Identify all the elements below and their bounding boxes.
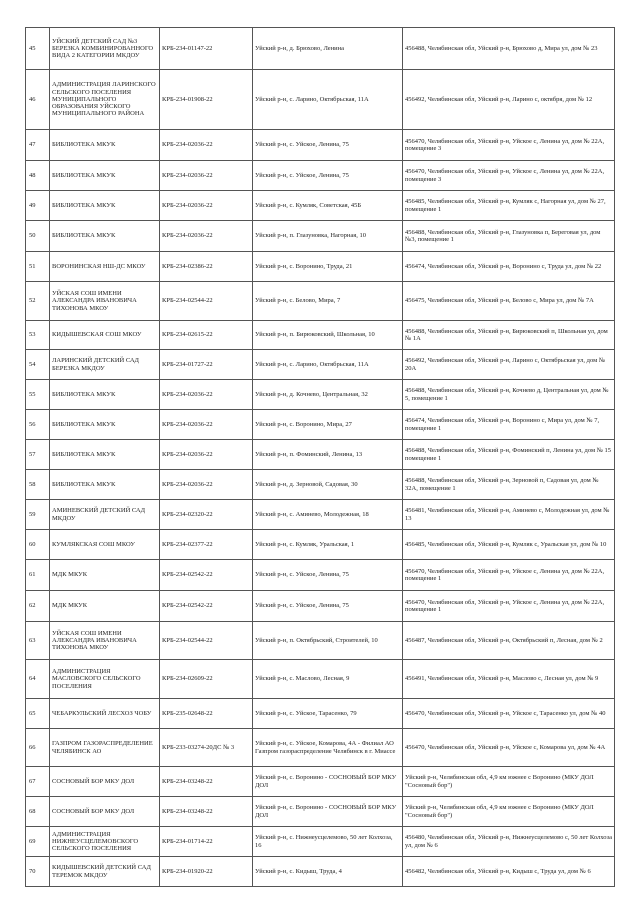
object-location: Уйский р-н, с. Кумляк, Уральская, 1 bbox=[253, 530, 403, 560]
organization-name: МДК МКУК bbox=[50, 560, 160, 591]
table-row bbox=[26, 560, 615, 591]
object-location: Уйский р-н, с. Воронино, Мира, 27 bbox=[253, 410, 403, 440]
object-location: Уйский р-н, п. Октябрьский, Строителей, 10 bbox=[253, 622, 403, 660]
organization-name: БИБЛИОТЕКА МКУК bbox=[50, 191, 160, 221]
table-row bbox=[26, 282, 615, 321]
organization-name: СОСНОВЫЙ БОР МКУ ДОЛ bbox=[50, 797, 160, 827]
organization-name: КУМЛЯКСКАЯ СОШ МКОУ bbox=[50, 530, 160, 560]
table-row bbox=[26, 161, 615, 191]
legal-address: 456470, Челябинская обл, Уйский р-н, Уйское с, Ленина ул, дом № 22А, помещение 3 bbox=[403, 161, 615, 191]
legal-address: 456480, Челябинская обл, Уйский р-н, Нижнеусцелемово с, 50 лет Колхоза ул, дом № 6 bbox=[403, 827, 615, 857]
organization-name: БИБЛИОТЕКА МКУК bbox=[50, 410, 160, 440]
object-location: Уйский р-н, д. Кочнево, Центральная, 32 bbox=[253, 380, 403, 410]
row-number: 58 bbox=[26, 470, 50, 500]
row-number: 60 bbox=[26, 530, 50, 560]
organization-name: БИБЛИОТЕКА МКУК bbox=[50, 130, 160, 161]
object-location: Уйский р-н, с. Ларино, Октябрьская, 11А bbox=[253, 350, 403, 380]
legal-address: 456474, Челябинская обл, Уйский р-н, Воронино с, Труда ул, дом № 22 bbox=[403, 252, 615, 282]
organization-name: ГАЗПРОМ ГАЗОРАСПРЕДЕЛЕНИЕ ЧЕЛЯБИНСК АО bbox=[50, 729, 160, 767]
organization-name: БИБЛИОТЕКА МКУК bbox=[50, 221, 160, 252]
organization-name: МДК МКУК bbox=[50, 591, 160, 622]
organization-name: УЙСКИЙ ДЕТСКИЙ САД №3 БЕРЕЗКА КОМБИНИРОВАННОГО ВИДА 2 КАТЕГОРИИ МКДОУ bbox=[50, 28, 160, 70]
registry-code: КРБ-234-02377-22 bbox=[160, 530, 253, 560]
table-row bbox=[26, 622, 615, 660]
organization-name: УЙСКАЯ СОШ ИМЕНИ АЛЕКСАНДРА ИВАНОВИЧА ТИХОНОВА МКОУ bbox=[50, 622, 160, 660]
object-location: Уйский р-н, п. Фоминский, Ленина, 13 bbox=[253, 440, 403, 470]
legal-address: 456485, Челябинская обл, Уйский р-н, Кумляк с, Нагорная ул, дом № 27, помещение 1 bbox=[403, 191, 615, 221]
object-location: Уйский р-н, д. Зерновой, Садовая, 30 bbox=[253, 470, 403, 500]
registry-code: КРБ-234-02386-22 bbox=[160, 252, 253, 282]
row-number: 49 bbox=[26, 191, 50, 221]
legal-address: 456488, Челябинская обл, Уйский р-н, Глазуновка п, Береговая ул, дом №3, помещение 1 bbox=[403, 221, 615, 252]
legal-address: 456474, Челябинская обл, Уйский р-н, Воронино с, Мира ул, дом № 7, помещение 1 bbox=[403, 410, 615, 440]
legal-address: Уйский р-н, Челябинская обл, 4,9 км южнее с Воронино (МКУ ДОЛ "Сосновый бор") bbox=[403, 797, 615, 827]
object-location: Уйский р-н, с. Кидыш, Труда, 4 bbox=[253, 857, 403, 887]
object-location: Уйский р-н, с. Уйское, Ленина, 75 bbox=[253, 591, 403, 622]
row-number: 64 bbox=[26, 660, 50, 699]
organization-name: БИБЛИОТЕКА МКУК bbox=[50, 380, 160, 410]
row-number: 68 bbox=[26, 797, 50, 827]
object-location: Уйский р-н, п. Глазуновка, Нагорная, 10 bbox=[253, 221, 403, 252]
legal-address: 456482, Челябинская обл, Уйский р-н, Кидыш с, Труда ул, дом № 6 bbox=[403, 857, 615, 887]
registry-code: КРБ-234-02544-22 bbox=[160, 282, 253, 321]
legal-address: 456475, Челябинская обл, Уйский р-н, Белово с, Мира ул, дом № 7А bbox=[403, 282, 615, 321]
table-row bbox=[26, 440, 615, 470]
registry-code: КРБ-234-01920-22 bbox=[160, 857, 253, 887]
registry-code: КРБ-234-02036-22 bbox=[160, 161, 253, 191]
organization-name: АДМИНИСТРАЦИЯ ЛАРИНСКОГО СЕЛЬСКОГО ПОСЕЛЕНИЯ МУНИЦИПАЛЬНОГО ОБРАЗОВАНИЯ УЙСКОГО МУНИЦИПАЛЬНОГО РАЙОНА bbox=[50, 70, 160, 130]
registry-code: КРБ-234-02036-22 bbox=[160, 221, 253, 252]
registry-code: КРБ-235-02648-22 bbox=[160, 699, 253, 729]
row-number: 70 bbox=[26, 857, 50, 887]
table-row bbox=[26, 500, 615, 530]
legal-address: 456488, Челябинская обл, Уйский р-н, Бирюковский п, Школьная ул, дом № 1А bbox=[403, 321, 615, 350]
legal-address: 456481, Челябинская обл, Уйский р-н, Аминево с, Молодежная ул, дом № 13 bbox=[403, 500, 615, 530]
row-number: 62 bbox=[26, 591, 50, 622]
organization-name: АДМИНИСТРАЦИЯ НИЖНЕУСЦЕЛЕМОВСКОГО СЕЛЬСКОГО ПОСЕЛЕНИЯ bbox=[50, 827, 160, 857]
legal-address: 456492, Челябинская обл, Уйский р-н, Ларино с, октября, дом № 12 bbox=[403, 70, 615, 130]
legal-address: 456488, Челябинская обл, Уйский р-н, Кочнево д, Центральная ул, дом № 5, помещение 1 bbox=[403, 380, 615, 410]
table-row bbox=[26, 857, 615, 887]
legal-address: 456485, Челябинская обл, Уйский р-н, Кумляк с, Уральская ул, дом № 10 bbox=[403, 530, 615, 560]
table-row bbox=[26, 699, 615, 729]
row-number: 51 bbox=[26, 252, 50, 282]
organization-name: ВОРОНИНСКАЯ НШ-ДС МКОУ bbox=[50, 252, 160, 282]
object-location: Уйский р-н, с. Воронино - СОСНОВЫЙ БОР МКУ ДОЛ bbox=[253, 797, 403, 827]
object-location: Уйский р-н, п. Бирюковский, Школьная, 10 bbox=[253, 321, 403, 350]
organization-name: ЛАРИНСКИЙ ДЕТСКИЙ САД БЕРЕЗКА МКДОУ bbox=[50, 350, 160, 380]
row-number: 45 bbox=[26, 28, 50, 70]
table-row bbox=[26, 410, 615, 440]
table-row bbox=[26, 130, 615, 161]
object-location: Уйский р-н, с. Уйское, Ленина, 75 bbox=[253, 130, 403, 161]
row-number: 47 bbox=[26, 130, 50, 161]
table-row bbox=[26, 827, 615, 857]
organization-name: БИБЛИОТЕКА МКУК bbox=[50, 470, 160, 500]
registry-code: КРБ-233-03274-20ДС № 3 bbox=[160, 729, 253, 767]
registry-code: КРБ-234-02036-22 bbox=[160, 470, 253, 500]
registry-code: КРБ-234-02320-22 bbox=[160, 500, 253, 530]
organization-name: СОСНОВЫЙ БОР МКУ ДОЛ bbox=[50, 767, 160, 797]
legal-address: 456488, Челябинская обл, Уйский р-н, Фоминский п, Ленина ул, дом № 15 помещение 1 bbox=[403, 440, 615, 470]
legal-address: 456488, Челябинская обл, Уйский р-н, Зерновой п, Садовая ул, дом № 32А, помещение 1 bbox=[403, 470, 615, 500]
object-location: Уйский р-н, с. Воронино - СОСНОВЫЙ БОР МКУ ДОЛ bbox=[253, 767, 403, 797]
registry-code: КРБ-234-01714-22 bbox=[160, 827, 253, 857]
object-location: Уйский р-н, с. Маслово, Лесная, 9 bbox=[253, 660, 403, 699]
organization-name: БИБЛИОТЕКА МКУК bbox=[50, 440, 160, 470]
row-number: 52 bbox=[26, 282, 50, 321]
row-number: 59 bbox=[26, 500, 50, 530]
table-row bbox=[26, 767, 615, 797]
table-row bbox=[26, 470, 615, 500]
object-location: Уйский р-н, с. Уйское, Ленина, 75 bbox=[253, 161, 403, 191]
organization-name: УЙСКАЯ СОШ ИМЕНИ АЛЕКСАНДРА ИВАНОВИЧА ТИХОНОВА МКОУ bbox=[50, 282, 160, 321]
row-number: 56 bbox=[26, 410, 50, 440]
row-number: 46 bbox=[26, 70, 50, 130]
row-number: 54 bbox=[26, 350, 50, 380]
row-number: 53 bbox=[26, 321, 50, 350]
registry-code: КРБ-234-02615-22 bbox=[160, 321, 253, 350]
registry-code: КРБ-234-02609-22 bbox=[160, 660, 253, 699]
registry-code: КРБ-234-02036-22 bbox=[160, 410, 253, 440]
registry-code: КРБ-234-03248-22 bbox=[160, 767, 253, 797]
legal-address: 456470, Челябинская обл, Уйский р-н, Уйское с, Ленина ул, дом № 22А, помещение 1 bbox=[403, 560, 615, 591]
registry-code: КРБ-234-01727-22 bbox=[160, 350, 253, 380]
legal-address: 456487, Челябинская обл, Уйский р-н, Октябрьский п, Лесная, дом № 2 bbox=[403, 622, 615, 660]
row-number: 69 bbox=[26, 827, 50, 857]
table-row bbox=[26, 221, 615, 252]
table-row bbox=[26, 28, 615, 70]
registry-code: КРБ-234-02036-22 bbox=[160, 130, 253, 161]
registry-code: КРБ-234-02036-22 bbox=[160, 380, 253, 410]
legal-address: 456470, Челябинская обл, Уйский р-н, Уйское с, Ленина ул, дом № 22А, помещение 3 bbox=[403, 130, 615, 161]
legal-address: 456491, Челябинская обл, Уйский р-н, Маслово с, Лесная ул, дом № 9 bbox=[403, 660, 615, 699]
object-location: Уйский р-н, с. Кумляк, Советская, 45Б bbox=[253, 191, 403, 221]
table-row bbox=[26, 321, 615, 350]
registry-code: КРБ-234-01908-22 bbox=[160, 70, 253, 130]
table-body bbox=[26, 28, 615, 887]
object-location: Уйский р-н, с. Уйское, Ленина, 75 bbox=[253, 560, 403, 591]
row-number: 50 bbox=[26, 221, 50, 252]
organization-name: ЧЕБАРКУЛЬСКИЙ ЛЕСХОЗ ЧОБУ bbox=[50, 699, 160, 729]
table-row bbox=[26, 530, 615, 560]
row-number: 63 bbox=[26, 622, 50, 660]
registry-code: КРБ-234-02542-22 bbox=[160, 591, 253, 622]
registry-code: КРБ-234-02542-22 bbox=[160, 560, 253, 591]
object-location: Уйский р-н, с. Белово, Мира, 7 bbox=[253, 282, 403, 321]
row-number: 66 bbox=[26, 729, 50, 767]
organization-name: АДМИНИСТРАЦИЯ МАСЛОВСКОГО СЕЛЬСКОГО ПОСЕЛЕНИЯ bbox=[50, 660, 160, 699]
table-row bbox=[26, 729, 615, 767]
registry-code: КРБ-234-02036-22 bbox=[160, 191, 253, 221]
row-number: 61 bbox=[26, 560, 50, 591]
legal-address: 456470, Челябинская обл, Уйский р-н, Уйское с, Тарасенко ул, дом № 40 bbox=[403, 699, 615, 729]
registry-code: КРБ-234-01147-22 bbox=[160, 28, 253, 70]
table-row bbox=[26, 252, 615, 282]
object-location: Уйский р-н, д. Брюхово, Ленина bbox=[253, 28, 403, 70]
legal-address: 456488, Челябинская обл, Уйский р-н, Брюхово д, Мира ул, дом № 23 bbox=[403, 28, 615, 70]
object-location: Уйский р-н, с. Ларино, Октябрьская, 11А bbox=[253, 70, 403, 130]
organization-name: АМИНЕВСКИЙ ДЕТСКИЙ САД МКДОУ bbox=[50, 500, 160, 530]
row-number: 48 bbox=[26, 161, 50, 191]
organization-name: КИДЫШЕВСКИЙ ДЕТСКИЙ САД ТЕРЕМОК МКДОУ bbox=[50, 857, 160, 887]
registry-code: КРБ-234-02036-22 bbox=[160, 440, 253, 470]
row-number: 55 bbox=[26, 380, 50, 410]
table-row bbox=[26, 380, 615, 410]
legal-address: 456470, Челябинская обл, Уйский р-н, Уйское с, Комарова ул, дом № 4А bbox=[403, 729, 615, 767]
table-row bbox=[26, 797, 615, 827]
table-row bbox=[26, 70, 615, 130]
object-location: Уйский р-н, с. Уйское, Комарова, 4А - Филиал АО Газпром газораспределение Челябинск в г. Миассе bbox=[253, 729, 403, 767]
row-number: 57 bbox=[26, 440, 50, 470]
legal-address: Уйский р-н, Челябинская обл, 4,9 км южнее с Воронино (МКУ ДОЛ "Сосновый бор") bbox=[403, 767, 615, 797]
registry-code: КРБ-234-02544-22 bbox=[160, 622, 253, 660]
table-row bbox=[26, 191, 615, 221]
table-row bbox=[26, 591, 615, 622]
object-location: Уйский р-н, с. Воронино, Труда, 21 bbox=[253, 252, 403, 282]
facilities-table bbox=[25, 27, 615, 887]
organization-name: КИДЫШЕВСКАЯ СОШ МКОУ bbox=[50, 321, 160, 350]
object-location: Уйский р-н, с. Уйское, Тарасенко, 79 bbox=[253, 699, 403, 729]
table-row bbox=[26, 660, 615, 699]
legal-address: 456492, Челябинская обл, Уйский р-н, Ларино с, Октябрьская ул, дом № 20А bbox=[403, 350, 615, 380]
row-number: 67 bbox=[26, 767, 50, 797]
object-location: Уйский р-н, с. Нижнеусцелемово, 50 лет Колхоза, 16 bbox=[253, 827, 403, 857]
organization-name: БИБЛИОТЕКА МКУК bbox=[50, 161, 160, 191]
object-location: Уйский р-н, с. Аминево, Молодежная, 18 bbox=[253, 500, 403, 530]
row-number: 65 bbox=[26, 699, 50, 729]
table-row bbox=[26, 350, 615, 380]
legal-address: 456470, Челябинская обл, Уйский р-н, Уйское с, Ленина ул, дом № 22А, помещение 1 bbox=[403, 591, 615, 622]
registry-code: КРБ-234-03248-22 bbox=[160, 797, 253, 827]
